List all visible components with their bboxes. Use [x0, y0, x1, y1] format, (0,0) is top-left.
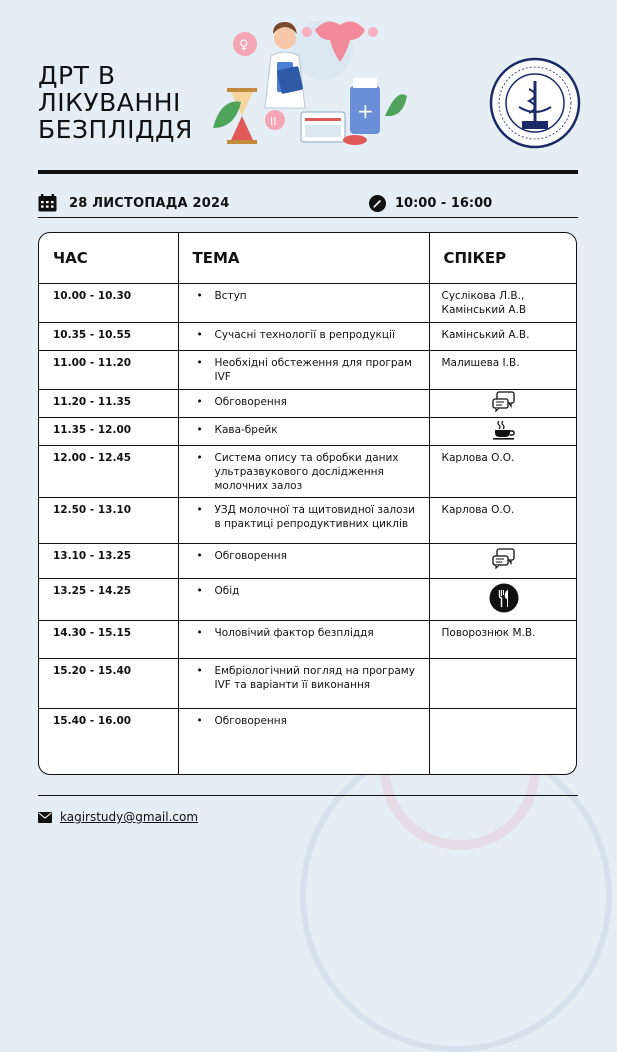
fork-knife-icon	[489, 583, 519, 613]
row-topic-text: Система опису та обробки даних ультразвукового дослідження молочних залоз	[214, 452, 399, 492]
date-divider	[38, 217, 578, 218]
chat-bubbles-icon	[492, 548, 516, 570]
email-link[interactable]: kagirstudy@gmail.com	[60, 810, 199, 824]
table-row	[39, 544, 577, 579]
event-date	[38, 192, 229, 214]
row-topic-text: Необхідні обстеження для програм IVF	[214, 357, 412, 383]
row-speaker	[429, 390, 577, 418]
row-topic: • Кава-брейк	[178, 418, 429, 446]
footer-contact	[38, 810, 198, 824]
row-speaker: Камінський А.В.	[429, 323, 577, 351]
calendar-icon	[38, 194, 57, 212]
row-time: 11.00 - 11.20	[39, 351, 178, 390]
row-topic-text: Чоловічий фактор безпліддя	[214, 627, 374, 639]
row-speaker	[429, 579, 577, 621]
row-speaker: Карлова О.О.	[429, 446, 577, 498]
row-time: 11.35 - 12.00	[39, 418, 178, 446]
table-row	[39, 579, 577, 621]
row-topic: • Сучасні технології в репродукції	[178, 323, 429, 351]
row-speaker: Карлова О.О.	[429, 498, 577, 544]
row-time: 12.00 - 12.45	[39, 446, 178, 498]
row-topic-text: Обід	[214, 585, 240, 597]
row-topic: • Система опису та обробки даних ультразвукового дослідження молочних залоз	[178, 446, 429, 498]
row-topic: • Ембріологічний погляд на програму IVF та варіанти її виконання	[178, 659, 429, 709]
table-row	[39, 323, 577, 351]
row-speaker	[429, 418, 577, 446]
row-speaker	[429, 659, 577, 709]
background-decoration-2	[300, 740, 612, 1052]
page-title	[38, 62, 193, 143]
row-topic-text: Кава-брейк	[214, 424, 278, 436]
title-line-3: БЕЗПЛІДДЯ	[38, 115, 193, 144]
row-topic-text: Сучасні технології в репродукції	[214, 329, 395, 341]
table-row	[39, 498, 577, 544]
table-row	[39, 659, 577, 709]
row-topic-text: Обговорення	[214, 396, 287, 408]
svg-text:II: II	[270, 115, 277, 128]
table-row	[39, 390, 577, 418]
row-topic-text: Обговорення	[214, 715, 287, 727]
svg-text:+: +	[357, 99, 374, 123]
chat-bubbles-icon	[492, 391, 516, 413]
row-time: 15.40 - 16.00	[39, 709, 178, 775]
row-topic: • Обговорення	[178, 544, 429, 579]
row-time: 13.10 - 13.25	[39, 544, 178, 579]
row-time: 12.50 - 13.10	[39, 498, 178, 544]
header-divider	[38, 170, 578, 174]
footer-divider	[38, 795, 578, 796]
row-topic: • Обговорення	[178, 709, 429, 775]
row-topic-text: УЗД молочної та щитовидної залози в практиці репродуктивних циклів	[214, 504, 415, 530]
row-speaker	[429, 544, 577, 579]
event-time-text: 10:00 - 16:00	[395, 195, 493, 211]
row-speaker: Суслікова Л.В., Камінський А.В	[429, 284, 577, 323]
row-speaker	[429, 709, 577, 775]
row-topic: • УЗД молочної та щитовидної залози в практиці репродуктивних циклів	[178, 498, 429, 544]
column-header-topic: ТЕМА	[178, 233, 429, 284]
row-time: 14.30 - 15.15	[39, 621, 178, 659]
university-seal-logo	[489, 57, 581, 149]
table-row	[39, 446, 577, 498]
row-topic-text: Ембріологічний погляд на програму IVF та варіанти її виконання	[214, 665, 415, 691]
row-topic: • Вступ	[178, 284, 429, 323]
title-line-2: ЛІКУВАННІ	[38, 88, 181, 117]
row-topic: • Обговорення	[178, 390, 429, 418]
table-row	[39, 621, 577, 659]
table-row	[39, 709, 577, 775]
event-date-text: 28 ЛИСТОПАДА 2024	[69, 195, 230, 211]
row-topic: • Чоловічий фактор безпліддя	[178, 621, 429, 659]
title-line-1: ДРТ В	[38, 61, 116, 90]
row-time: 13.25 - 14.25	[39, 579, 178, 621]
row-topic-text: Обговорення	[214, 550, 287, 562]
svg-text:♀: ♀	[239, 38, 249, 53]
row-topic: • Обід	[178, 579, 429, 621]
row-speaker: Малишева І.В.	[429, 351, 577, 390]
schedule-table	[38, 232, 577, 775]
table-row	[39, 284, 577, 323]
row-time: 15.20 - 15.40	[39, 659, 178, 709]
row-topic-text: Вступ	[214, 290, 247, 302]
doctor-illustration	[205, 8, 410, 156]
coffee-cup-icon	[492, 420, 516, 440]
row-time: 10.00 - 10.30	[39, 284, 178, 323]
column-header-time: ЧАС	[39, 233, 178, 284]
table-row	[39, 418, 577, 446]
row-speaker: Поворознюк М.В.	[429, 621, 577, 659]
row-topic: • Необхідні обстеження для програм IVF	[178, 351, 429, 390]
row-time: 11.20 - 11.35	[39, 390, 178, 418]
envelope-icon	[38, 812, 52, 823]
column-header-speaker: СПІКЕР	[429, 233, 577, 284]
table-row	[39, 351, 577, 390]
clock-icon	[369, 195, 386, 212]
row-time: 10.35 - 10.55	[39, 323, 178, 351]
event-time	[369, 192, 492, 214]
table-header-row	[39, 233, 577, 284]
